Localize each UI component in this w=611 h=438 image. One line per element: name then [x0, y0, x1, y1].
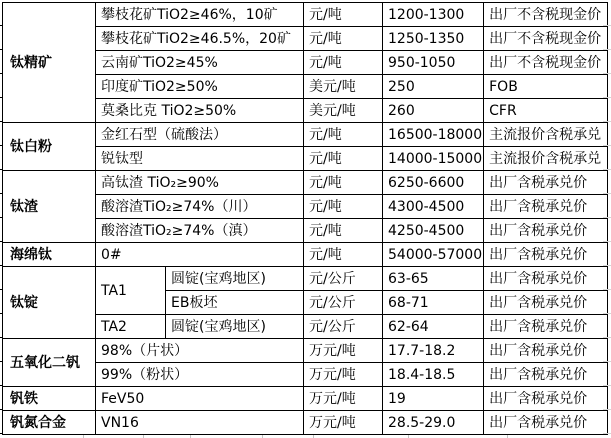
- unit-cell[interactable]: 元/吨: [304, 195, 383, 219]
- spec-cell[interactable]: 圆锭(宝鸡地区): [166, 315, 304, 339]
- category-cell[interactable]: 钒铁: [3, 387, 96, 411]
- terms-cell[interactable]: 出厂不含税现金价: [484, 3, 608, 27]
- price-cell[interactable]: 63-65: [383, 267, 484, 291]
- unit-cell[interactable]: 万元/吨: [304, 411, 383, 435]
- price-cell[interactable]: 16500-18000: [383, 123, 484, 147]
- price-cell[interactable]: 19: [383, 387, 484, 411]
- unit-cell[interactable]: 万元/吨: [304, 339, 383, 363]
- price-cell[interactable]: 6250-6600: [383, 171, 484, 195]
- table-row: [3, 267, 608, 291]
- price-cell[interactable]: 950-1050: [383, 51, 484, 75]
- terms-cell[interactable]: 出厂含税承兑价: [484, 291, 608, 315]
- terms-cell[interactable]: 出厂含税承兑价: [484, 243, 608, 267]
- category-cell[interactable]: 钛白粉: [3, 123, 96, 171]
- gridline-ticks-right: [603, 2, 611, 435]
- category-cell[interactable]: 钛精矿: [3, 3, 96, 123]
- price-cell[interactable]: 54000-57000: [383, 243, 484, 267]
- unit-cell[interactable]: 万元/吨: [304, 363, 383, 387]
- spec-cell[interactable]: 云南矿TiO2≥45%: [96, 51, 304, 75]
- terms-cell[interactable]: 出厂含税承兑价: [484, 387, 608, 411]
- unit-cell[interactable]: 万元/吨: [304, 387, 383, 411]
- gridline-ticks-left: [0, 2, 2, 435]
- spec-cell[interactable]: 印度矿TiO2≥50%: [96, 75, 304, 99]
- price-cell[interactable]: 62-64: [383, 315, 484, 339]
- spec-cell[interactable]: FeV50: [96, 387, 304, 411]
- spec-cell[interactable]: 锐钛型: [96, 147, 304, 171]
- category-cell[interactable]: 五氧化二钒: [3, 339, 96, 387]
- price-cell[interactable]: 1200-1300: [383, 3, 484, 27]
- terms-cell[interactable]: 出厂不含税现金价: [484, 27, 608, 51]
- spec-cell[interactable]: 攀枝花矿TiO2≥46%，10矿: [96, 3, 304, 27]
- table-row: [3, 3, 608, 27]
- unit-cell[interactable]: 元/公斤: [304, 315, 383, 339]
- terms-cell[interactable]: 出厂不含税现金价: [484, 51, 608, 75]
- spec-cell[interactable]: VN16: [96, 411, 304, 435]
- unit-cell[interactable]: 元/吨: [304, 51, 383, 75]
- price-cell[interactable]: 14000-15000: [383, 147, 484, 171]
- unit-cell[interactable]: 元/吨: [304, 3, 383, 27]
- table-row: [3, 171, 608, 195]
- unit-cell[interactable]: 元/吨: [304, 171, 383, 195]
- spec-cell[interactable]: EB板坯: [166, 291, 304, 315]
- price-cell[interactable]: 260: [383, 99, 484, 123]
- table-row: [3, 387, 608, 411]
- terms-cell[interactable]: 出厂含税承兑价: [484, 363, 608, 387]
- price-table: [2, 2, 608, 435]
- spec-cell[interactable]: 圆锭(宝鸡地区): [166, 267, 304, 291]
- terms-cell[interactable]: CFR: [484, 99, 608, 123]
- table-row: [3, 339, 608, 363]
- unit-cell[interactable]: 元/吨: [304, 219, 383, 243]
- price-cell[interactable]: 250: [383, 75, 484, 99]
- price-cell[interactable]: 4300-4500: [383, 195, 484, 219]
- unit-cell[interactable]: 元/公斤: [304, 291, 383, 315]
- terms-cell[interactable]: 出厂含税承兑价: [484, 267, 608, 291]
- terms-cell[interactable]: FOB: [484, 75, 608, 99]
- price-cell[interactable]: 1250-1350: [383, 27, 484, 51]
- unit-cell[interactable]: 元/吨: [304, 147, 383, 171]
- price-cell[interactable]: 28.5-29.0: [383, 411, 484, 435]
- spec-cell[interactable]: 酸溶渣TiO₂≥74%（川）: [96, 195, 304, 219]
- price-cell[interactable]: 17.7-18.2: [383, 339, 484, 363]
- category-cell[interactable]: 钛锭: [3, 267, 96, 339]
- unit-cell[interactable]: 元/公斤: [304, 267, 383, 291]
- terms-cell[interactable]: 主流报价含税承兑: [484, 147, 608, 171]
- spec-cell[interactable]: 莫桑比克 TiO2≥50%: [96, 99, 304, 123]
- table-row: [3, 411, 608, 435]
- terms-cell[interactable]: 主流报价含税承兑: [484, 123, 608, 147]
- category-cell[interactable]: 钛渣: [3, 171, 96, 243]
- category-cell[interactable]: 钒氮合金: [3, 411, 96, 435]
- terms-cell[interactable]: 出厂含税承兑价: [484, 219, 608, 243]
- terms-cell[interactable]: 出厂含税承兑价: [484, 315, 608, 339]
- grade-cell[interactable]: TA1: [96, 267, 166, 315]
- price-cell[interactable]: 18.4-18.5: [383, 363, 484, 387]
- terms-cell[interactable]: 出厂含税承兑价: [484, 411, 608, 435]
- grade-cell[interactable]: TA2: [96, 315, 166, 339]
- spec-cell[interactable]: 99%（粉状）: [96, 363, 304, 387]
- spec-cell[interactable]: 高钛渣 TiO₂≥90%: [96, 171, 304, 195]
- terms-cell[interactable]: 出厂含税承兑价: [484, 339, 608, 363]
- spec-cell[interactable]: 攀枝花矿TiO2≥46.5%，20矿: [96, 27, 304, 51]
- spec-cell[interactable]: 98%（片状）: [96, 339, 304, 363]
- category-cell[interactable]: 海绵钛: [3, 243, 96, 267]
- spec-cell[interactable]: 0#: [96, 243, 304, 267]
- price-cell[interactable]: 4250-4500: [383, 219, 484, 243]
- unit-cell[interactable]: 元/吨: [304, 243, 383, 267]
- unit-cell[interactable]: 元/吨: [304, 123, 383, 147]
- table-row: [3, 123, 608, 147]
- spec-cell[interactable]: 酸溶渣TiO₂≥74%（滇）: [96, 219, 304, 243]
- price-cell[interactable]: 68-71: [383, 291, 484, 315]
- terms-cell[interactable]: 出厂含税承兑价: [484, 171, 608, 195]
- unit-cell[interactable]: 元/吨: [304, 27, 383, 51]
- unit-cell[interactable]: 美元/吨: [304, 75, 383, 99]
- unit-cell[interactable]: 美元/吨: [304, 99, 383, 123]
- terms-cell[interactable]: 出厂含税承兑价: [484, 195, 608, 219]
- spec-cell[interactable]: 金红石型（硫酸法）: [96, 123, 304, 147]
- table-row: [3, 243, 608, 267]
